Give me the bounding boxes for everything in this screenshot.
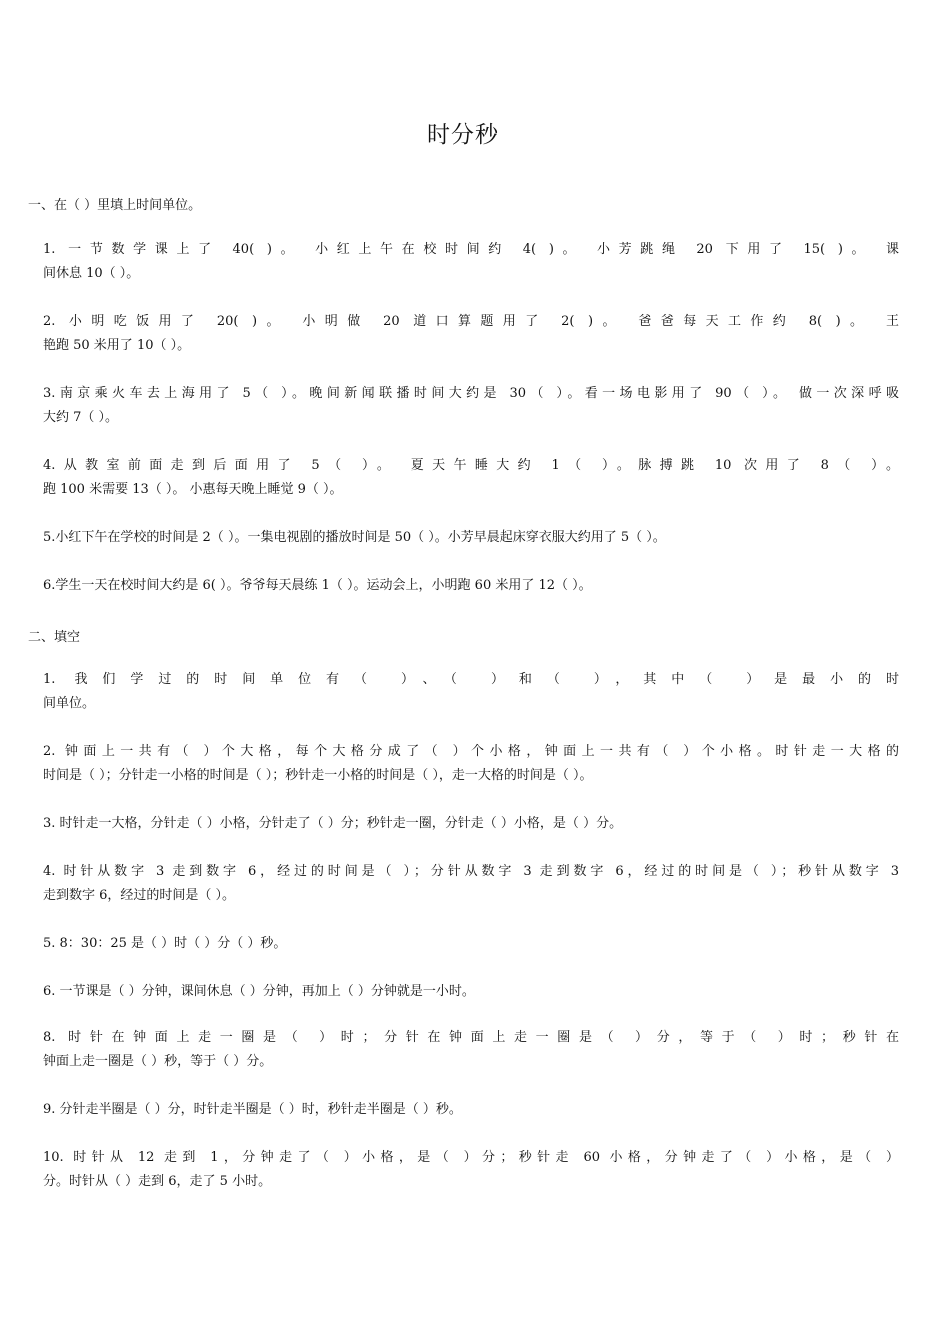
s1-question-5 — [43, 526, 899, 550]
s2-question-8-line1: 8. 时针在钟面上走一圈是（ ）时；分针在钟面上走一圈是（ ）分，等于（ ）时；秒针在 — [43, 1030, 899, 1045]
s2-question-9 — [43, 1098, 899, 1122]
s2-question-3-line1: 3. 时针走一大格，分针走（ ）小格，分针走了（ ）分；秒针走一圈，分针走（ ）小格，是（ ）分。 — [43, 816, 623, 831]
s1-question-4 — [43, 454, 899, 502]
s2-question-3 — [43, 812, 899, 836]
s1-question-6 — [43, 574, 899, 598]
s2-question-8 — [43, 1026, 899, 1074]
s1-question-5-line1: 5.小红下午在学校的时间是 2（ ）。一集电视剧的播放时间是 50（ ）。小芳早晨起床穿衣服大约用了 5（ ）。 — [43, 530, 666, 545]
s1-question-3-line1: 3.南京乘火车去上海用了 5（ ）。晚间新闻联播时间大约是 30（ ）。看一场电影用了 90（ ）。 做一次深呼吸 — [43, 386, 899, 401]
s2-question-10 — [43, 1146, 899, 1194]
s2-question-10-line2: 分。时针从（ ）走到 6，走了 5 小时。 — [43, 1174, 272, 1189]
s2-question-2-line2: 时间是（ ）；分针走一小格的时间是（ ）；秒针走一小格的时间是（ ），走一大格的时间是（ ）。 — [43, 768, 593, 783]
s2-question-1-line1: 1. 我们学过的时间单位有（ ）、（ ）和（ ），其中（ ）是最小的时 — [43, 672, 899, 687]
s1-question-4-line2: 跑 100 米需要 13（ ）。 小惠每天晚上睡觉 9（ ）。 — [43, 482, 343, 497]
s1-question-6-line1: 6.学生一天在校时间大约是 6( ）。爷爷每天晨练 1（ ）。运动会上，小明跑 60 米用了 12（ ）。 — [43, 578, 592, 593]
s2-question-5 — [43, 932, 899, 956]
s1-question-1 — [43, 238, 899, 286]
s2-question-8-line2: 钟面上走一圈是（ ）秒，等于（ ）分。 — [43, 1054, 273, 1069]
s2-question-1-line2: 间单位。 — [43, 696, 96, 711]
s2-question-6-line1: 6. 一节课是（ ）分钟，课间休息（ ）分钟，再加上（ ）分钟就是一小时。 — [43, 984, 475, 999]
page-title: 时分秒 — [427, 122, 499, 148]
s1-question-2 — [43, 310, 899, 358]
section-2-heading: 二、填空 — [28, 630, 81, 645]
s2-question-2 — [43, 740, 899, 788]
s2-question-2-line1: 2. 钟面上一共有（ ）个大格，每个大格分成了（ ）个小格，钟面上一共有（ ）个小格。时针走一大格的 — [43, 744, 899, 759]
s2-question-9-line1: 9. 分针走半圈是（ ）分，时针走半圈是（ ）时，秒针走半圈是（ ）秒。 — [43, 1102, 462, 1117]
s2-question-6 — [43, 980, 899, 1004]
s1-question-1-line2: 间休息 10（ ）。 — [43, 266, 140, 281]
s2-question-5-line1: 5. 8：30：25 是（ ）时（ ）分（ ）秒。 — [43, 936, 287, 951]
s1-question-3 — [43, 382, 899, 430]
s1-question-2-line1: 2. 小明吃饭用了 20( )。 小明做 20 道口算题用了 2( )。 爸爸每天工作约 8( )。 王 — [43, 314, 899, 329]
s1-question-3-line2: 大约 7（ ）。 — [43, 410, 119, 425]
s2-question-1 — [43, 668, 899, 716]
s2-question-4-line2: 走到数字 6，经过的时间是（ ）。 — [43, 888, 236, 903]
s1-question-1-line1: 1. 一节数学课上了 40( )。 小红上午在校时间约 4( )。 小芳跳绳 20 下用了 15( )。 课 — [43, 242, 899, 257]
s1-question-4-line1: 4.从教室前面走到后面用了 5（ ）。 夏天午睡大约 1（ ）。脉搏跳 10 次用了 8（ ）。 — [43, 458, 899, 473]
s1-question-2-line2: 艳跑 50 米用了 10（ ）。 — [43, 338, 191, 353]
s2-question-10-line1: 10. 时针从 12 走到 1，分钟走了（ ）小格，是（ ）分；秒针走 60 小格，分钟走了（ ）小格，是（ ） — [43, 1150, 899, 1165]
section-1-heading: 一、在（ ）里填上时间单位。 — [28, 198, 202, 213]
s2-question-4 — [43, 860, 899, 908]
s2-question-4-line1: 4. 时针从数字 3 走到数字 6，经过的时间是（ ）；分针从数字 3 走到数字 6，经过的时间是（ ）；秒针从数字 3 — [43, 864, 899, 879]
